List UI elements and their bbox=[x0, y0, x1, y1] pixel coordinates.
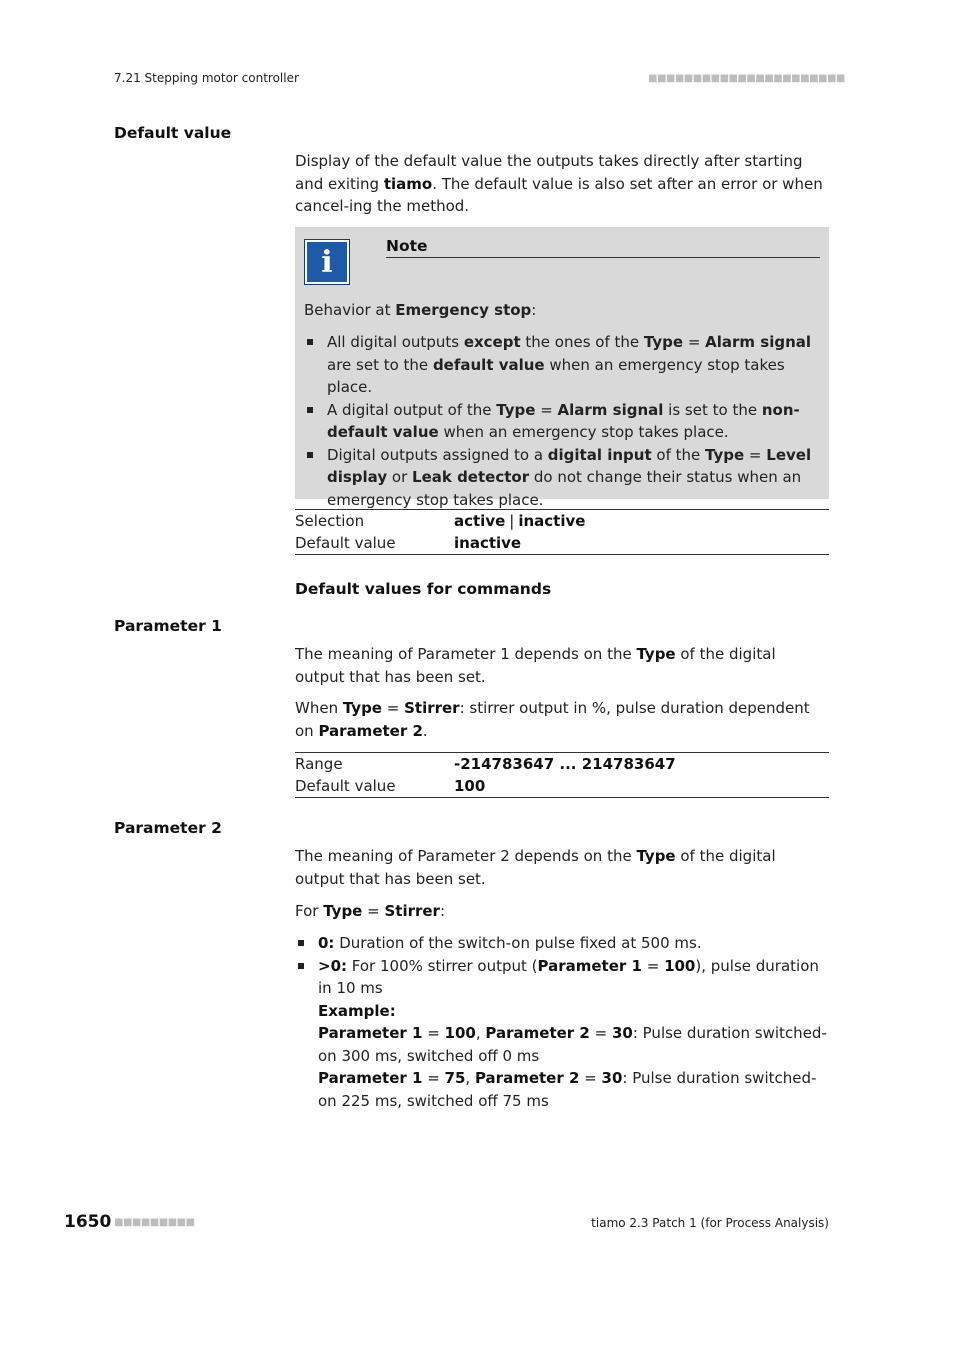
default-value-value: 100 bbox=[454, 777, 486, 795]
default-value-table bbox=[295, 509, 829, 555]
info-icon: i bbox=[304, 239, 350, 285]
table-row bbox=[295, 510, 829, 532]
commands-heading: Default values for commands bbox=[295, 580, 552, 598]
parameter-1-table bbox=[295, 752, 829, 798]
running-header-dots: ■■■■■■■■■■■■■■■■■■■■■■ bbox=[648, 73, 845, 84]
table-row bbox=[295, 532, 829, 554]
footer-dots: ■■■■■■■■■ bbox=[114, 1217, 195, 1228]
selection-label: Selection bbox=[295, 512, 365, 530]
range-label: Range bbox=[295, 755, 343, 773]
list-item: >0: For 100% stirrer output (Parameter 1 = 100), pulse duration in 10 ms bbox=[295, 955, 829, 1000]
page-number: 1650 bbox=[64, 1212, 112, 1232]
default-value-value: inactive bbox=[454, 534, 522, 552]
footer-product: tiamo 2.3 Patch 1 (for Process Analysis) bbox=[591, 1216, 829, 1230]
example-2: Parameter 1 = 75, Parameter 2 = 30: Pulse duration switched-on 225 ms, switched off 75 ms bbox=[318, 1069, 817, 1110]
note-bullet-item: A digital output of the Type = Alarm signal is set to the non-default value when an emergency stop takes place. bbox=[304, 399, 819, 444]
note-bullet-item: All digital outputs except the ones of the Type = Alarm signal are set to the default value when an emergency stop takes place. bbox=[304, 331, 819, 399]
note-title: Note bbox=[386, 237, 820, 258]
parameter-2-bullets bbox=[295, 932, 829, 1112]
default-value-heading: Default value bbox=[114, 124, 232, 142]
running-header-section: 7.21 Stepping motor controller bbox=[114, 71, 299, 85]
parameter-1-stirrer-info: When Type = Stirrer: stirrer output in %, pulse duration dependent on Parameter 2. bbox=[295, 699, 810, 740]
range-value: -214783647 ... 214783647 bbox=[454, 755, 676, 773]
example-label: Example: bbox=[318, 1001, 396, 1020]
default-value-label: Default value bbox=[295, 777, 396, 795]
table-row bbox=[295, 753, 829, 775]
parameter-1-heading: Parameter 1 bbox=[114, 617, 222, 635]
selection-options: active | inactive bbox=[454, 512, 586, 530]
note-bullets bbox=[304, 331, 819, 511]
table-row bbox=[295, 775, 829, 797]
parameter-2-heading: Parameter 2 bbox=[114, 819, 222, 837]
parameter-1-description: The meaning of Parameter 1 depends on the Type of the digital output that has been set. bbox=[295, 645, 776, 686]
note-intro: Behavior at Emergency stop: bbox=[304, 301, 537, 319]
list-item: 0: Duration of the switch-on pulse fixed at 500 ms. bbox=[295, 932, 829, 955]
parameter-2-description: The meaning of Parameter 2 depends on the Type of the digital output that has been set. bbox=[295, 847, 776, 888]
example-1: Parameter 1 = 100, Parameter 2 = 30: Pulse duration switched-on 300 ms, switched off 0 ms bbox=[318, 1024, 827, 1065]
note-bullet-item: Digital outputs assigned to a digital input of the Type = Level display or Leak detector do not change their status when an emergency stop takes place. bbox=[304, 444, 819, 512]
default-value-label: Default value bbox=[295, 534, 396, 552]
default-value-description: Display of the default value the outputs takes directly after starting and exiting tiamo. The default value is also set after an error or when cancel-ing the method. bbox=[295, 152, 823, 215]
parameter-2-type-intro: For Type = Stirrer: bbox=[295, 902, 446, 920]
note-box bbox=[295, 227, 829, 509]
